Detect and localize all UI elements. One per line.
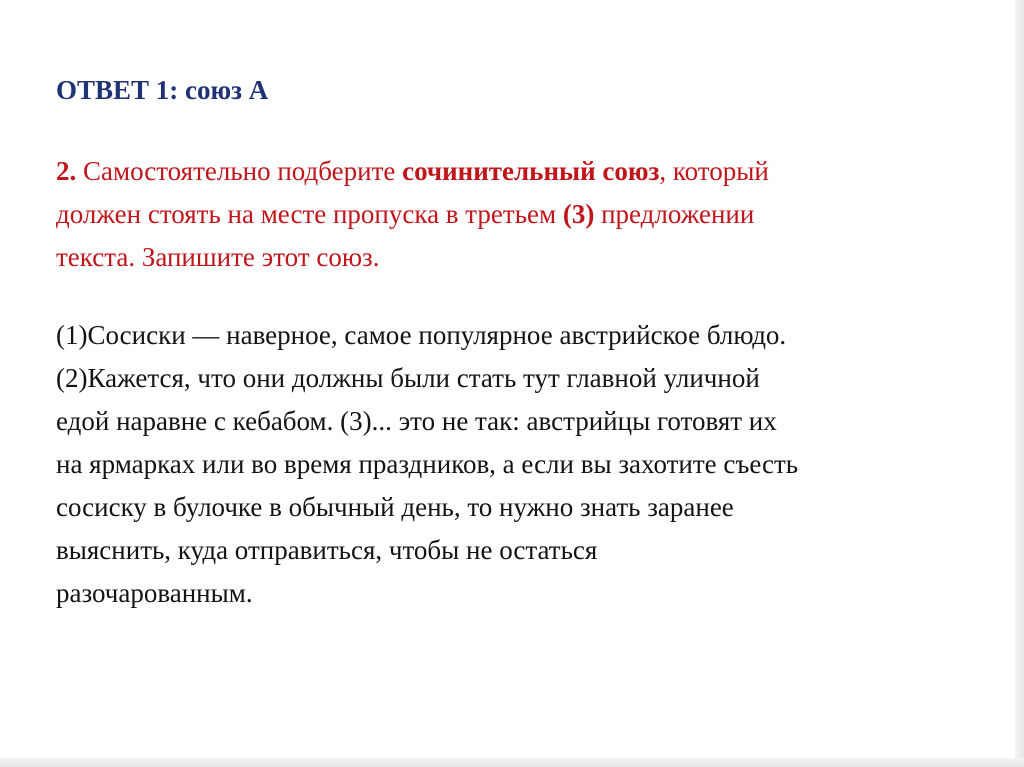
task-line-2 — [56, 193, 986, 236]
task-text-2a: должен стоять на месте пропуска в третьем — [56, 199, 563, 229]
task-text-1a: Самостоятельно подберите — [76, 156, 403, 186]
text-line: на ярмарках или во время праздников, а если вы захотите съесть — [56, 449, 799, 479]
text-line: едой наравне с кебабом. (3)... это не так: австрийцы готовят их — [56, 406, 777, 436]
task-text-2b: предложении — [594, 199, 755, 229]
answer-title: ОТВЕТ 1: союз А — [56, 75, 269, 105]
task-line-1 — [56, 150, 986, 193]
task-number: 2. — [56, 156, 77, 186]
slide-edge-right — [1015, 0, 1024, 767]
task-text-1b: , который — [659, 156, 769, 186]
task-paragraph — [56, 150, 986, 279]
task-emphasis-sentence-number: (3) — [562, 199, 595, 229]
text-line: сосиску в булочке в обычный день, то нужно знать заранее — [56, 492, 734, 522]
text-line: (2)Кажется, что они должны были стать тут главной уличной — [56, 363, 760, 393]
text-line: выяснить, куда отправиться, чтобы не остаться — [56, 535, 598, 565]
text-line: (1)Сосиски — наверное, самое популярное австрийское блюдо. — [56, 320, 787, 350]
task-emphasis-conjunction: сочинительный союз — [402, 156, 660, 186]
source-text — [56, 314, 986, 615]
task-line-3: текста. Запишите этот союз. — [56, 242, 380, 272]
slide-edge-bottom — [0, 758, 1024, 767]
text-line: разочарованным. — [56, 578, 253, 608]
